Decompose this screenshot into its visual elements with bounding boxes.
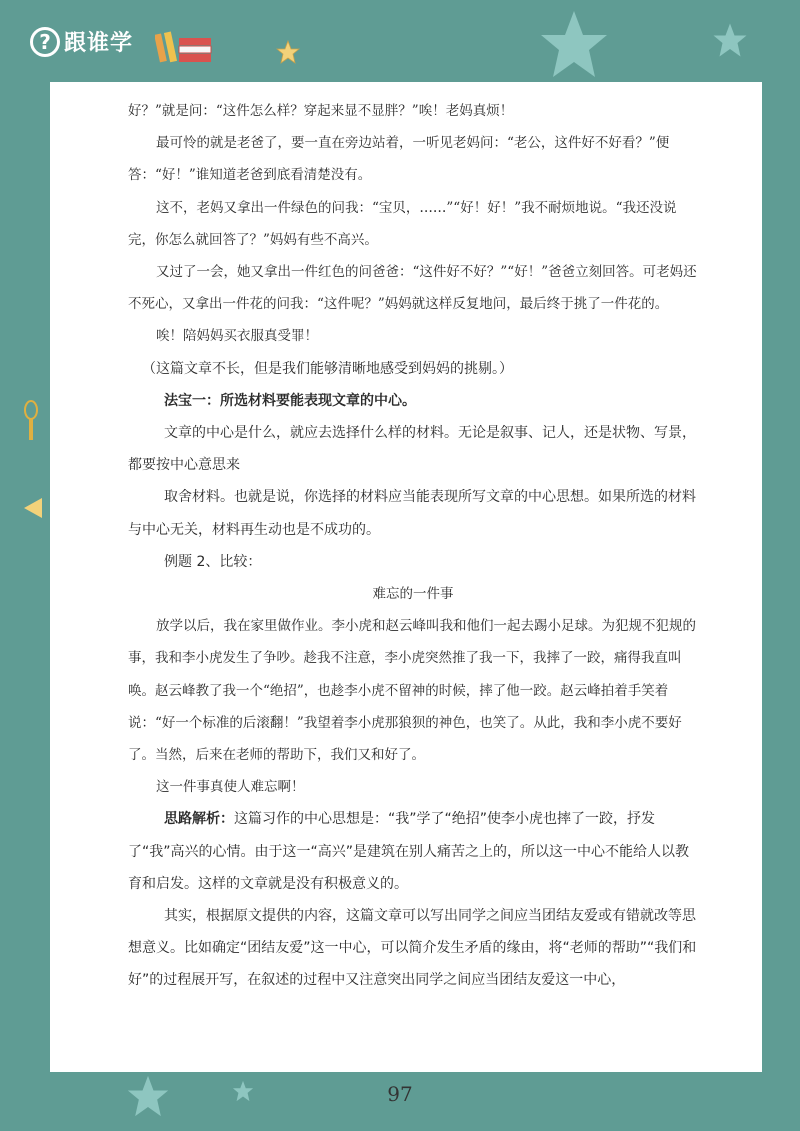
paragraph: 放学以后，我在家里做作业。李小虎和赵云峰叫我和他们一起去踢小足球。为犯规不犯规的事，我和李小虎发生了争吵。趁我不注意，李小虎突然推了我一下，我摔了一跤，痛得我直叫唤。赵云峰教了我一个“绝招”，也趁李小虎不留神的时候，摔了他一跤。赵云峰拍着手笑着说：“好一个标准的后滚翻！”我望着李小虎那狼狈的神色，也笑了。从此，我和李小虎不要好了。当然，后来在老师的帮助下，我们又和好了。 [128, 618, 696, 764]
pencil-icon [20, 400, 42, 444]
paragraph: 最可怜的就是老爸了，要一直在旁边站着，一听见老妈问：“老公，这件好不好看？”便答：“好！”谁知道老爸到底看清楚没有。 [128, 135, 670, 184]
small-yellow-star-icon [276, 40, 300, 64]
analysis-text: 这篇习作的中心思想是：“我”学了“绝招”使李小虎也摔了一跤，抒发了“我”高兴的心情。由于这一“高兴”是建筑在别人痛苦之上的，所以这一中心不能给人以教育和启发。这样的文章就是没有积极意义的。 [128, 811, 690, 892]
analysis-label: 思路解析： [164, 811, 234, 828]
paragraph: 其实，根据原文提供的内容，这篇文章可以写出同学之间应当团结友爱或有错就改等思想意义。比如确定“团结友爱”这一中心，可以简介发生矛盾的缘由，将“老师的帮助”“我们和好”的过程展开写，在叙述的过程中又注意突出同学之间应当团结友爱这一中心， [128, 908, 697, 989]
paragraph: 文章的中心是什么，就应去选择什么样的材料。无论是叙事、记人，还是状物、写景，都要按中心意思来 [128, 425, 696, 474]
paragraph: 唉！陪妈妈买衣服真受罪！ [156, 328, 318, 345]
logo [30, 26, 133, 57]
comment-note: （这篇文章不长，但是我们能够清晰地感受到妈妈的挑剔。） [142, 360, 513, 377]
paragraph: 又过了一会，她又拿出一件红色的问爸爸：“这件好不好？”“好！”爸爸立刻回答。可老妈还不死心，又拿出一件花的问我：“这件呢？”妈妈就这样反复地问，最后终于挑了一件花的。 [128, 264, 697, 313]
paragraph: 好？”就是问：“这件怎么样？穿起来显不显胖？”唉！老妈真烦！ [128, 103, 514, 119]
logo-question-icon: ? [30, 27, 60, 57]
page-number: 97 [387, 1082, 413, 1106]
big-star-icon [538, 8, 610, 80]
paragraph: 取舍材料。也就是说，你选择的材料应当能表现所写文章的中心思想。如果所选的材料与中心无关，材料再生动也是不成功的。 [128, 489, 696, 538]
article-content [128, 95, 698, 997]
example-label: 例题 2、比较： [164, 553, 262, 570]
paragraph: 这一件事真使人难忘啊！ [156, 779, 305, 796]
logo-text: 跟谁学 [64, 31, 134, 56]
star-icon [712, 22, 748, 58]
method-heading: 法宝一：所选材料要能表现文章的中心。 [164, 392, 416, 409]
books-icon [155, 30, 215, 64]
essay-title: 难忘的一件事 [372, 586, 454, 603]
paragraph: 这不，老妈又拿出一件绿色的问我：“宝贝，……”“好！好！”我不耐烦地说。“我还没说完，你怎么就回答了？”妈妈有些不高兴。 [128, 199, 677, 248]
analysis-paragraph [128, 803, 698, 900]
left-arrow-icon [22, 496, 46, 520]
